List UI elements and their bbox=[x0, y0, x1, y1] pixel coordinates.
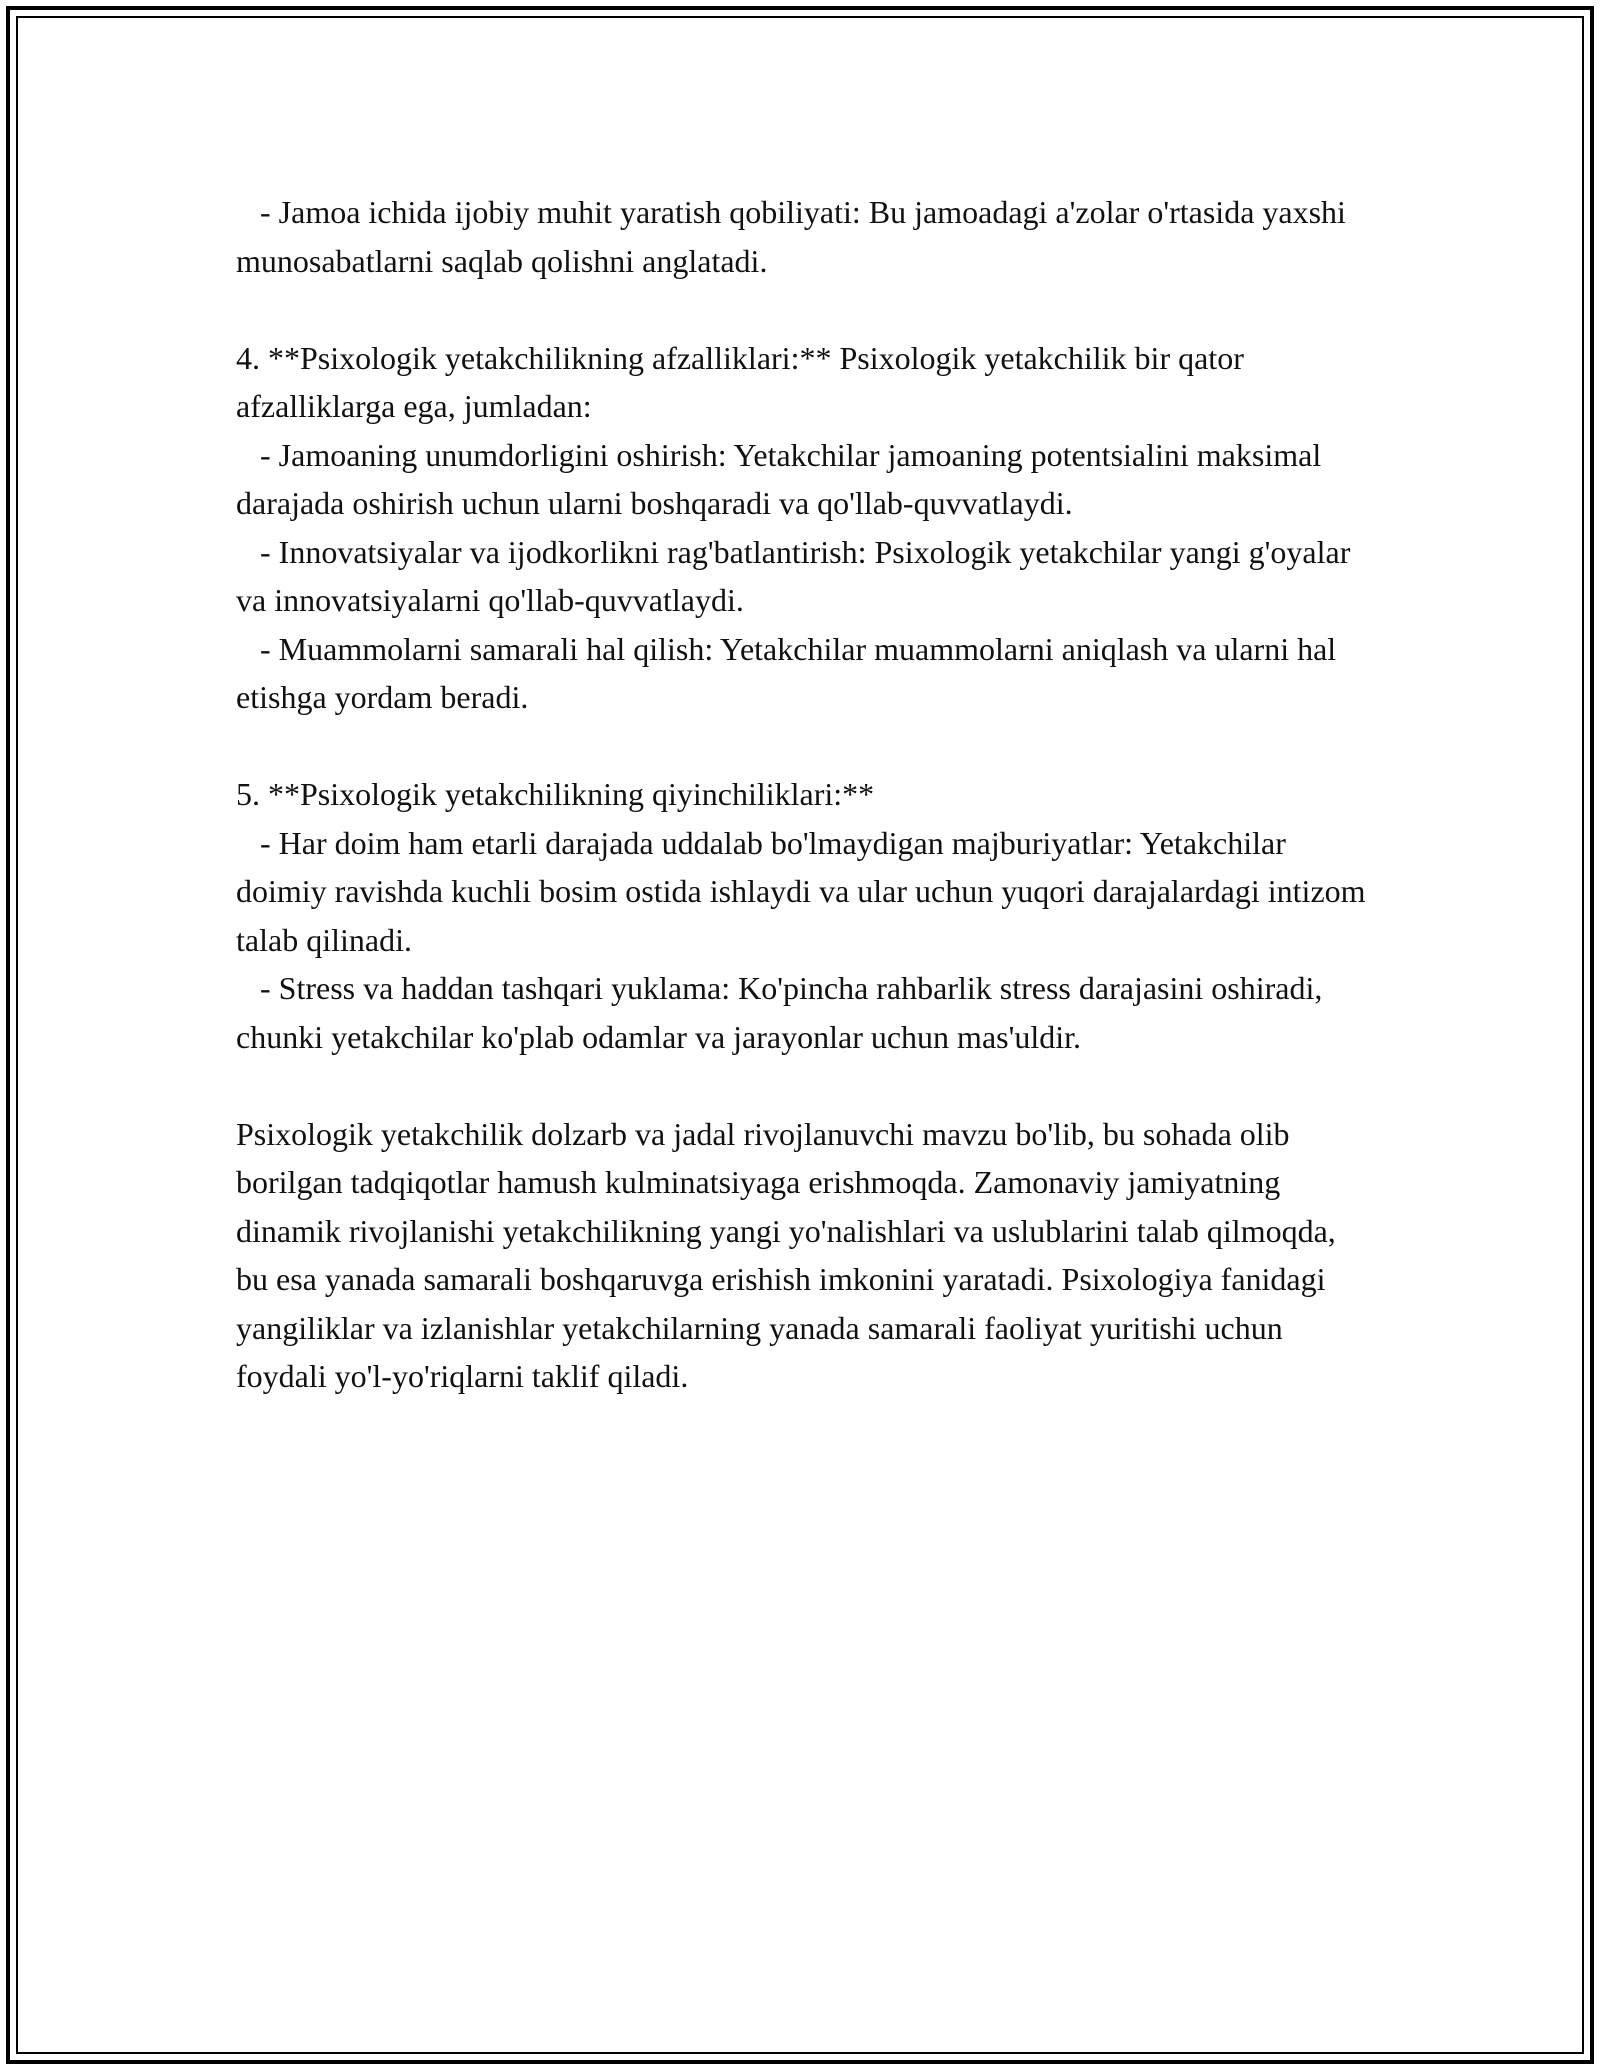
section-heading-qiyinchiliklar: 5. **Psixologik yetakchilikning qiyinchiliklari:** bbox=[236, 776, 875, 812]
paragraph-jamoa-muhit: - Jamoa ichida ijobiy muhit yaratish qobiliyati: Bu jamoadagi a'zolar o'rtasida yaxshi munosabatlarni saqlab qolishni anglatadi. bbox=[236, 194, 1354, 279]
paragraph-gap bbox=[236, 722, 1366, 771]
list-item-muammolar: - Muammolarni samarali hal qilish: Yetakchilar muammolarni aniqlash va ularni hal etishga yordam beradi. bbox=[236, 630, 1345, 715]
list-item-innovatsiyalar: - Innovatsiyalar va ijodkorlikni rag'batlantirish: Psixologik yetakchilar yangi g'oyalar va innovatsiyalarni qo'llab-quvvatlaydi. bbox=[236, 533, 1359, 618]
list-item-unumdorlik: - Jamoaning unumdorligini oshirish: Yetakchilar jamoaning potentsialini maksimal darajada oshirish uchun ularni boshqaradi va qo'llab-quvvatlaydi. bbox=[236, 436, 1330, 521]
section-heading-afzalliklar: 4. **Psixologik yetakchilikning afzalliklari:** Psixologik yetakchilik bir qator afzalliklarga ega, jumladan: bbox=[236, 339, 1252, 424]
paragraph-gap bbox=[236, 285, 1366, 334]
list-item-stress: - Stress va haddan tashqari yuklama: Ko'pincha rahbarlik stress darajasini oshiradi, chunki yetakchilar ko'plab odamlar va jarayonlar uchun mas'uldir. bbox=[236, 970, 1331, 1055]
paragraph-gap bbox=[236, 1061, 1366, 1110]
document-body bbox=[236, 188, 1374, 1401]
paragraph-conclusion: Psixologik yetakchilik dolzarb va jadal rivojlanuvchi mavzu bo'lib, bu sohada olib borilgan tadqiqotlar hamush kulminatsiyaga erishmoqda. Zamonaviy jamiyatning dinamik rivojlanishi yetakchilikning yangi yo'nalishlari va uslublarini talab qilmoqda, bu esa yanada samarali boshqaruvga erishish imkonini yaratadi. Psixologiya fanidagi yangiliklar va izlanishlar yetakchilarning yanada samarali faoliyat yuritishi uchun foydali yo'l-yo'riqlarni taklif qiladi. bbox=[236, 1115, 1344, 1394]
list-item-majburiyatlar: - Har doim ham etarli darajada uddalab bo'lmaydigan majburiyatlar: Yetakchilar doimiy ravishda kuchli bosim ostida ishlaydi va ular uchun yuqori darajalardagi intizom talab qilinadi. bbox=[236, 824, 1374, 958]
